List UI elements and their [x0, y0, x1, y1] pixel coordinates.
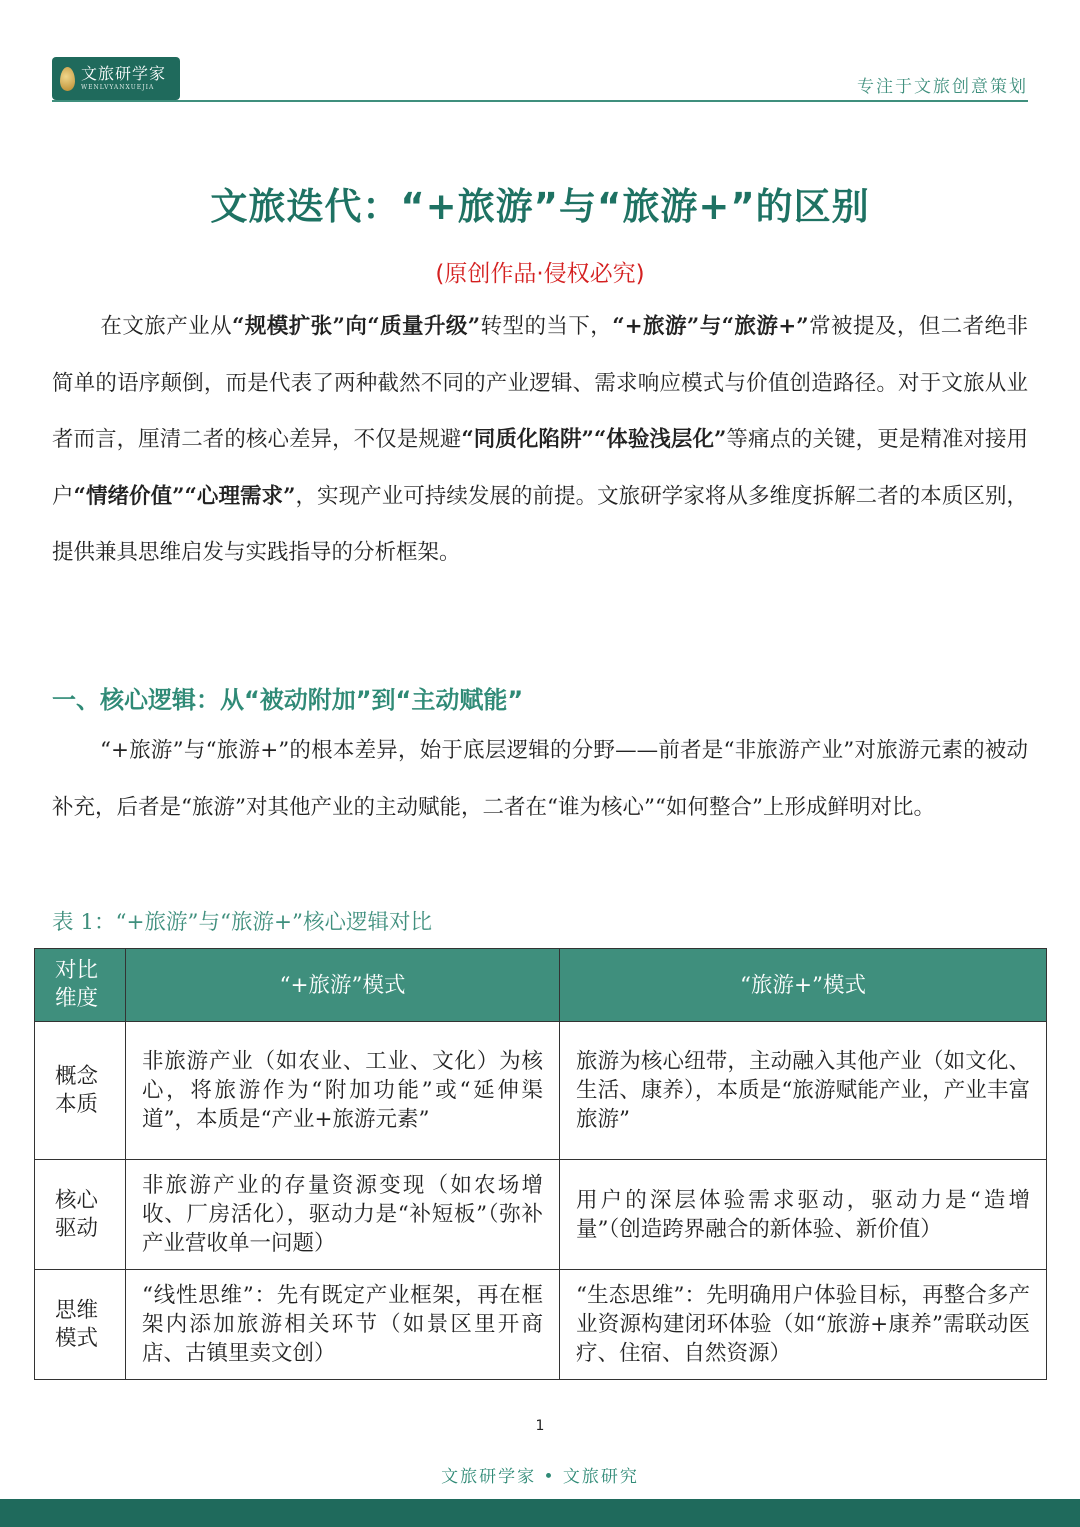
row-dimension: 概念本质 [35, 1022, 126, 1160]
table-header-row [35, 949, 1047, 1022]
logo-text [81, 66, 166, 91]
header-plus-tourism: “+旅游”模式 [126, 949, 560, 1022]
section-paragraph [52, 723, 1028, 836]
copyright-notice: (原创作品·侵权必究) [435, 261, 645, 287]
logo-name-en: WENLVYANXUEJIA [81, 84, 155, 91]
intro-text-4: 等痛点的关键，更是精准对接用户 [52, 427, 1028, 509]
brand-logo [52, 57, 180, 100]
header-tourism-plus: “旅游+”模式 [560, 949, 1047, 1022]
intro-text-1: 在文旅产业从 [100, 314, 233, 339]
table-row [35, 1022, 1047, 1160]
cell-tourism-plus: “生态思维”：先明确用户体验目标，再整合多产业资源构建闭环体验（如“旅游+康养”需联动医疗、住宿、自然资源） [560, 1270, 1047, 1380]
header-dimension: 对比维度 [35, 949, 126, 1022]
cell-tourism-plus: 用户的深层体验需求驱动，驱动力是“造增量”（创造跨界融合的新体验、新价值） [560, 1160, 1047, 1270]
cell-plus-tourism: “线性思维”：先有既定产业框架，再在框架内添加旅游相关环节（如景区里开商店、古镇里卖文创） [126, 1270, 560, 1380]
intro-bold-3: “同质化陷阱”“体验浅层化” [461, 427, 727, 452]
intro-paragraph [52, 299, 1028, 582]
header-tagline: 专注于文旅创意策划 [857, 77, 1028, 97]
intro-bold-4: “情绪价值”“心理需求” [73, 483, 296, 509]
table-row [35, 1270, 1047, 1380]
row-dimension: 核心驱动 [35, 1160, 126, 1270]
section-paragraph-text: “+旅游”与“旅游+”的根本差异，始于底层逻辑的分野——前者是“非旅游产业”对旅游元素的被动补充，后者是“旅游”对其他产业的主动赋能，二者在“谁为核心”“如何整合”上形成鲜明对比。 [52, 738, 1028, 820]
table-row [35, 1160, 1047, 1270]
intro-text-5: ，实现产业可持续发展的前提。文旅研学家将从多维度拆解二者的本质区别，提供兼具思维启发与实践指导的分析框架。 [52, 483, 1028, 565]
cell-tourism-plus: 旅游为核心纽带，主动融入其他产业（如文化、生活、康养），本质是“旅游赋能产业，产业丰富旅游” [560, 1022, 1047, 1160]
intro-bold-1: “规模扩张”向“质量升级” [232, 314, 481, 339]
footer-bar [0, 1499, 1080, 1527]
header-divider [52, 100, 1028, 102]
page-number: 1 [535, 1418, 545, 1434]
footer-text: 文旅研学家 • 文旅研究 [441, 1467, 639, 1487]
table-caption: 表 1：“+旅游”与“旅游+”核心逻辑对比 [52, 910, 433, 935]
leaf-icon [60, 67, 75, 91]
document-title: 文旅迭代：“+旅游”与“旅游+”的区别 [210, 185, 870, 228]
cell-plus-tourism: 非旅游产业的存量资源变现（如农场增收、厂房活化），驱动力是“补短板”（弥补产业营收单一问题） [126, 1160, 560, 1270]
intro-text-3: 常被提及，但二者绝非简单的语序颠倒，而是代表了两种截然不同的产业逻辑、需求响应模式与价值创造路径。对于文旅从业者而言，厘清二者的核心差异，不仅是规避 [52, 314, 1028, 452]
section-heading: 一、核心逻辑：从“被动附加”到“主动赋能” [52, 686, 524, 714]
intro-text-2: 转型的当下， [480, 314, 613, 339]
comparison-table [34, 948, 1047, 1380]
row-dimension: 思维模式 [35, 1270, 126, 1380]
logo-name-cn: 文旅研学家 [81, 64, 167, 83]
intro-bold-2: “+旅游”与“旅游+” [612, 314, 809, 339]
cell-plus-tourism: 非旅游产业（如农业、工业、文化）为核心，将旅游作为“附加功能”或“延伸渠道”，本质是“产业+旅游元素” [126, 1022, 560, 1160]
